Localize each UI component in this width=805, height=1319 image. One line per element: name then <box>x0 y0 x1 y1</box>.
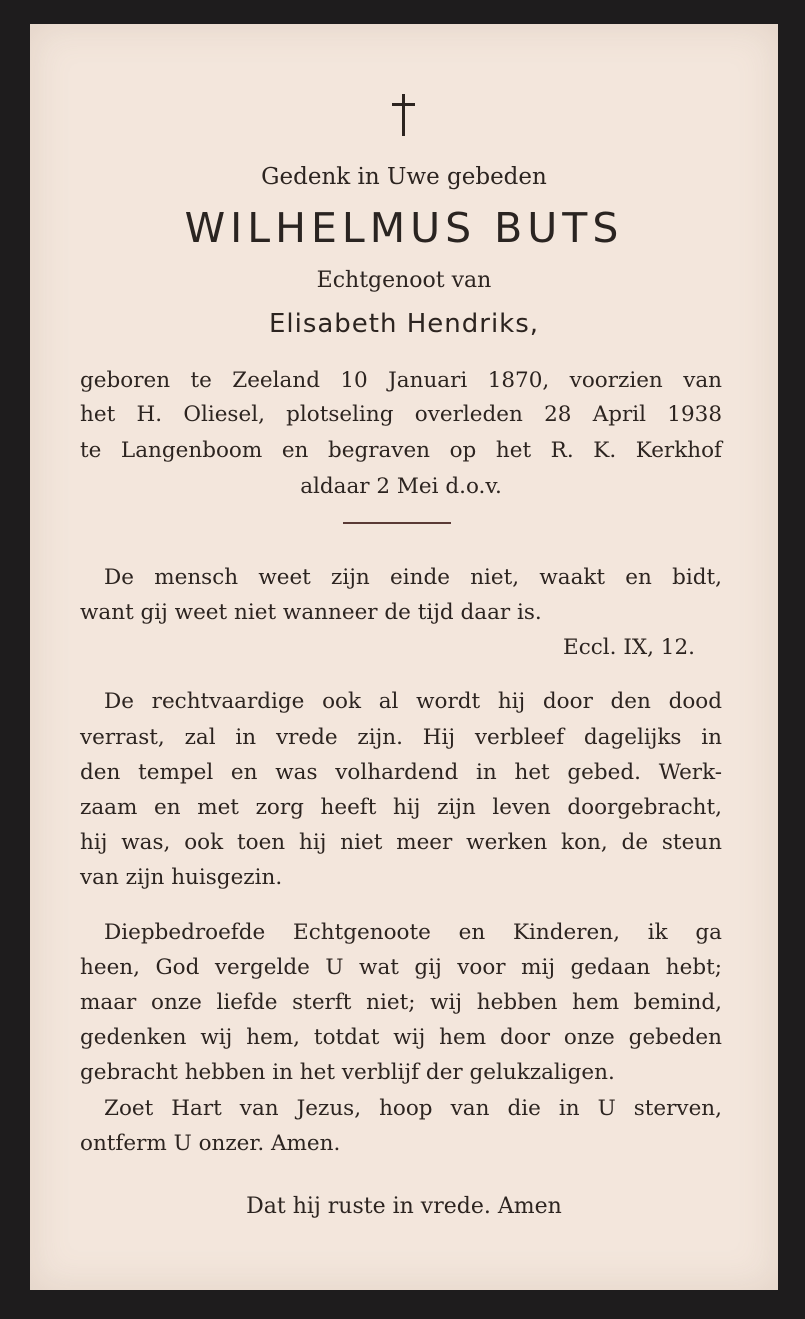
paragraph-line: ontferm U onzer. Amen. <box>80 1131 341 1156</box>
paragraph-line: den tempel en was volhardend in het gebed. Werk- <box>80 760 722 785</box>
bio-line: het H. Oliesel, plotseling overleden 28 April 1938 <box>80 402 722 427</box>
bio-line: geboren te Zeeland 10 Januari 1870, voorzien van <box>80 368 722 393</box>
paragraph-line: verrast, zal in vrede zijn. Hij verbleef dagelijks in <box>80 725 722 750</box>
divider <box>343 522 451 524</box>
paragraph-line: gebracht hebben in het verblijf der gelukzaligen. <box>80 1060 615 1085</box>
latin-cross-icon <box>390 94 418 136</box>
intro-text: Gedenk in Uwe gebeden <box>261 164 547 190</box>
paragraph-line: Zoet Hart van Jezus, hoop van die in U sterven, <box>104 1096 722 1121</box>
deceased-name: WILHELMUS BUTS <box>184 204 624 252</box>
paragraph-line: De rechtvaardige ook al wordt hij door den dood <box>104 689 722 714</box>
quote-reference: Eccl. IX, 12. <box>563 635 695 660</box>
quote-line: De mensch weet zijn einde niet, waakt en bidt, <box>104 565 722 590</box>
paragraph-line: gedenken wij hem, totdat wij hem door onze gebeden <box>80 1025 722 1050</box>
bio-line: te Langenboom en begraven op het R. K. Kerkhof <box>80 438 722 463</box>
spouse-name: Elisabeth Hendriks, <box>268 309 540 339</box>
memorial-card <box>30 24 778 1290</box>
closing-line: Dat hij ruste in vrede. Amen <box>246 1194 562 1219</box>
paragraph-line: maar onze liefde sterft niet; wij hebben hem bemind, <box>80 990 722 1015</box>
spouse-label: Echtgenoot van <box>316 268 492 293</box>
paragraph-line: hij was, ook toen hij niet meer werken kon, de steun <box>80 830 722 855</box>
quote-line: want gij weet niet wanneer de tijd daar is. <box>80 600 542 625</box>
paragraph-line: van zijn huisgezin. <box>80 865 283 890</box>
bio-line: aldaar 2 Mei d.o.v. <box>300 474 502 499</box>
paragraph-line: heen, God vergelde U wat gij voor mij gedaan hebt; <box>80 955 722 980</box>
paragraph-line: zaam en met zorg heeft hij zijn leven doorgebracht, <box>80 795 722 820</box>
paragraph-line: Diepbedroefde Echtgenoote en Kinderen, ik ga <box>104 920 722 945</box>
